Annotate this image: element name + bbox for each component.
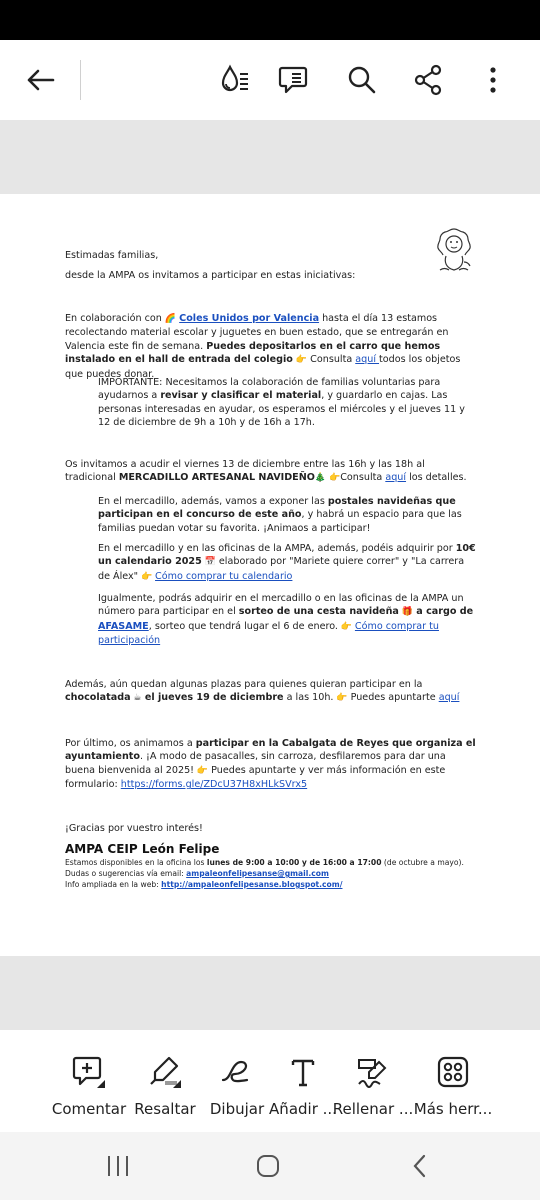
- greeting: Estimadas familias,: [65, 250, 159, 261]
- text-icon: [283, 1052, 323, 1092]
- link-comprar-participacion[interactable]: Cómo comprar tu participación: [98, 620, 439, 647]
- search-icon[interactable]: [342, 60, 382, 100]
- home-icon[interactable]: [248, 1150, 288, 1182]
- comments-icon[interactable]: [275, 60, 315, 100]
- link-web[interactable]: http://ampaleonfelipesanse.blogspot.com/: [161, 880, 343, 889]
- pointing-hand-icon: 👉: [337, 621, 355, 632]
- system-nav-bar: [0, 1132, 540, 1200]
- paragraph-calendario: En el mercadillo y en las oficinas de la AMPA, además, podéis adquirir por 10€ un calendario 2025 📅 elaborado por "Mariete quiere correr" y "La carrera de Álex" 👉 Cómo comprar tu calendario: [98, 543, 476, 582]
- pointing-hand-icon: 👉: [333, 693, 348, 704]
- contact-web: Info ampliada en la web: http://ampaleonfelipesanse.blogspot.com/: [65, 880, 343, 889]
- link-formulario[interactable]: https://forms.gle/ZDcU37H8xHLkSVrx5: [120, 779, 308, 791]
- intro: desde la AMPA os invitamos a participar en estas iniciativas:: [65, 270, 356, 281]
- tool-resaltar[interactable]: Resaltar: [120, 1040, 210, 1132]
- calendar-icon: 📅: [201, 557, 216, 568]
- gift-icon: 🎁: [398, 607, 413, 618]
- tool-rellenar-firmar[interactable]: Rellenar ...: [328, 1040, 418, 1132]
- paragraph-cabalgata: Por último, os animamos a participar en la Cabalgata de Reyes que organiza el ayuntamiento. ¡A modo de pasacalles, sin carroza, desfilaremos para dar una buena bienvenida al 2025! 👉 Puedes apuntarte y ver más información en este formulario: https://forms.gle/ZDcU37H8xHLkSVrx5: [65, 738, 476, 791]
- paragraph-chocolatada: Además, aún quedan algunas plazas para quienes quieran participar en la chocolatada ☕ el jueves 19 de diciembre a las 10h. 👉 Puedes apuntarte aquí: [65, 679, 460, 704]
- link-aqui-detalles[interactable]: aquí: [385, 472, 407, 484]
- fill-sign-icon: [353, 1052, 393, 1092]
- link-aqui-apuntarte[interactable]: aquí: [438, 692, 460, 704]
- more-icon[interactable]: [473, 60, 513, 100]
- draw-icon: [217, 1052, 257, 1092]
- contact-email: Dudas o sugerencias vía email: ampaleonfelipesanse@gmail.com: [65, 869, 329, 878]
- paragraph-sorteo: Igualmente, podrás adquirir en el mercadillo o en las oficinas de la AMPA un número para participar en el sorteo de una cesta navideña 🎁 a cargo de AFASAME, sorteo que tendrá lugar el 6 de enero. 👉 Cómo comprar tu participación: [98, 593, 474, 647]
- tool-anadir-texto[interactable]: Añadir ...: [258, 1040, 348, 1132]
- status-bar: [0, 0, 540, 40]
- paragraph-importante: IMPORTANTE: Necesitamos la colaboración de familias voluntarias para ayudarnos a revisar y clasificar el material, y guardarlo en cajas. Las personas interesadas en ayudar, os esperamos el miércoles y el jueves 11 y 12 de diciembre de 9h a 10h y de 16h a 17h.: [98, 377, 465, 429]
- highlighter-icon: [145, 1052, 185, 1092]
- office-hours: Estamos disponibles en la oficina los lunes de 9:00 a 10:00 y de 16:00 a 17:00 (de octubre a mayo).: [65, 858, 464, 867]
- recent-apps-icon[interactable]: [98, 1150, 138, 1182]
- pointing-hand-icon: 👉: [326, 473, 341, 484]
- tool-mas-herramientas[interactable]: Más herr...: [408, 1040, 498, 1132]
- paragraph-coles-unidos: En colaboración con 🌈 Coles Unidos por Valencia hasta el día 13 estamos recolectando material escolar y juguetes en buen estado, que se entregarán en Valencia este fin de semana. Puedes depositarlos en el carro que hemos instalado en el hall de entrada del colegio 👉 Consulta aquí todos los objetos que puedes donar.: [65, 313, 461, 380]
- rainbow-icon: 🌈: [164, 314, 177, 324]
- thanks: ¡Gracias por vuestro interés!: [65, 823, 203, 834]
- link-aqui-objetos[interactable]: aquí: [355, 354, 380, 366]
- christmas-tree-icon: 🎄: [314, 473, 327, 484]
- link-comprar-calendario[interactable]: Cómo comprar tu calendario: [155, 570, 293, 582]
- top-app-bar: [0, 40, 540, 120]
- paragraph-postales: En el mercadillo, además, vamos a exponer las postales navideñas que participan en el concurso de este año, y habrá un espacio para que las familias puedan votar su favorita. ¡Animaos a participar!: [98, 496, 462, 534]
- toolbar-divider: [80, 60, 81, 100]
- tool-comentar[interactable]: Comentar: [44, 1040, 134, 1132]
- page-gap-bottom: [0, 956, 540, 1030]
- pointing-hand-icon: 👉: [194, 765, 209, 776]
- link-email[interactable]: ampaleonfelipesanse@gmail.com: [186, 869, 329, 878]
- hot-beverage-icon: ☕: [130, 693, 142, 704]
- pointing-hand-icon: 👉: [295, 355, 308, 366]
- document-page[interactable]: [0, 194, 540, 956]
- read-aloud-icon[interactable]: [215, 60, 255, 100]
- page-gap-top: [0, 120, 540, 194]
- paragraph-mercadillo: Os invitamos a acudir el viernes 13 de diciembre entre las 16h y las 18h al tradicional MERCADILLO ARTESANAL NAVIDEÑO🎄 👉Consulta aquí los detalles.: [65, 459, 467, 484]
- link-afasame[interactable]: AFASAME: [98, 620, 149, 632]
- tool-dibujar[interactable]: Dibujar: [192, 1040, 282, 1132]
- arrow-left-icon[interactable]: [20, 60, 60, 100]
- signature: AMPA CEIP León Felipe: [65, 842, 220, 856]
- link-coles-unidos[interactable]: Coles Unidos por Valencia: [179, 313, 320, 324]
- more-tools-icon: [433, 1052, 473, 1092]
- comment-add-icon: [69, 1052, 109, 1092]
- pointing-hand-icon: 👉: [138, 571, 156, 582]
- bottom-tools: [0, 1040, 540, 1132]
- share-icon[interactable]: [408, 60, 448, 100]
- back-nav-icon[interactable]: [400, 1150, 440, 1182]
